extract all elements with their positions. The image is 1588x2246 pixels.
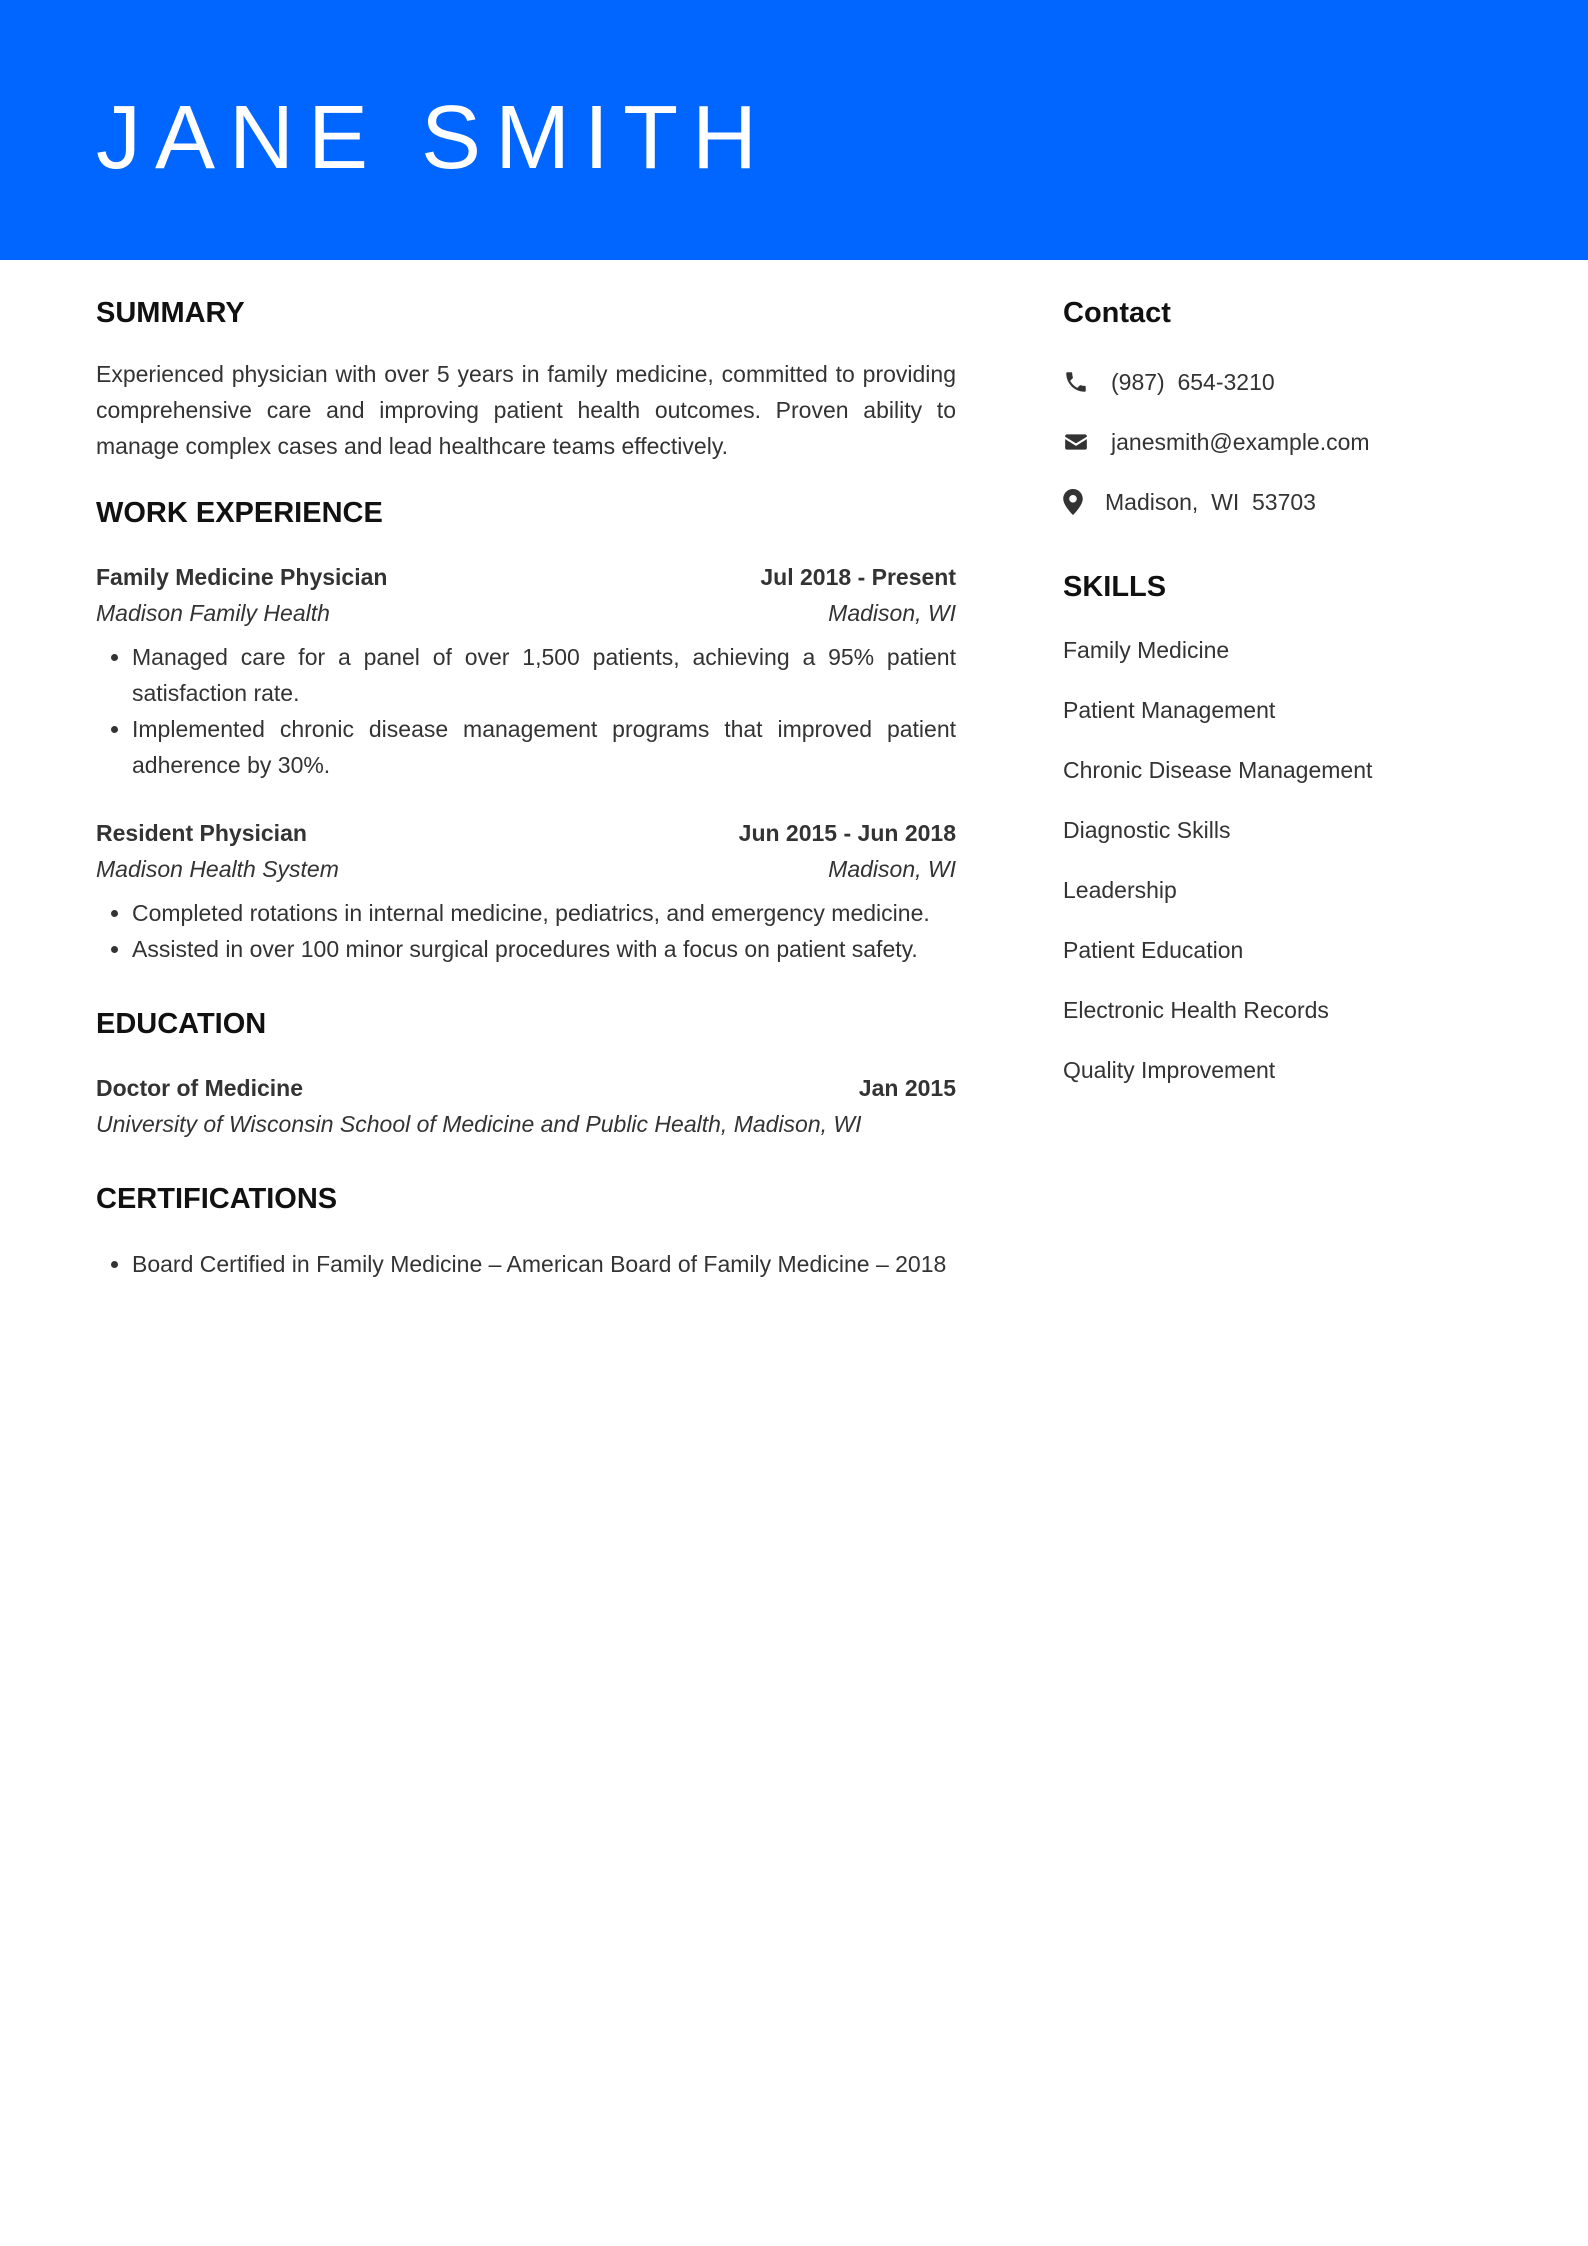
skill-item: Patient Education: [1063, 937, 1244, 963]
job-organization: Madison Family Health: [96, 600, 330, 626]
job-location: Madison, WI: [828, 856, 956, 882]
skill-item: Family Medicine: [1063, 637, 1230, 663]
school: University of Wisconsin School of Medicine and Public Health, Madison, WI: [96, 1111, 862, 1137]
certifications-list: [96, 1246, 956, 1282]
job-role: Resident Physician: [96, 820, 307, 846]
contact-phone: [1063, 364, 1503, 400]
education-heading: EDUCATION: [96, 1008, 267, 1040]
job-bullet: • Managed care for a panel of over 1,500 patients, achieving a 95% patient satisfaction rate.: [132, 639, 956, 711]
skill-item: Leadership: [1063, 877, 1177, 903]
job-dates: Jun 2015 - Jun 2018: [738, 820, 956, 846]
job-dates: Jul 2018 - Present: [760, 564, 956, 590]
candidate-name: JANE SMITH: [96, 88, 772, 188]
summary-heading: SUMMARY: [96, 297, 245, 329]
job-bullets: [96, 639, 956, 783]
graduation-date: Jan 2015: [858, 1075, 956, 1101]
contact-email: [1063, 424, 1503, 460]
summary-text: Experienced physician with over 5 years in family medicine, committed to providing comprehensive care and improving patient health outcomes. Proven ability to manage complex cases and lead healthcare teams effectively.: [96, 361, 956, 459]
main-column: [96, 296, 956, 1282]
email-address: janesmith@example.com: [1111, 429, 1370, 455]
envelope-icon: [1063, 429, 1089, 455]
degree: Doctor of Medicine: [96, 1075, 304, 1101]
skill-item: Electronic Health Records: [1063, 997, 1329, 1023]
job-entry: [96, 815, 956, 967]
sidebar-column: [1063, 296, 1503, 1112]
contact-location: [1063, 484, 1503, 520]
job-entry: [96, 559, 956, 783]
contact-list: [1063, 364, 1503, 520]
contact-heading: Contact: [1063, 297, 1171, 329]
job-bullets: [96, 895, 956, 967]
work-experience-heading: WORK EXPERIENCE: [96, 497, 383, 529]
job-role: Family Medicine Physician: [96, 564, 388, 590]
skills-heading: SKILLS: [1063, 571, 1167, 603]
certification-item: • Board Certified in Family Medicine – American Board of Family Medicine – 2018: [132, 1246, 956, 1282]
header-banner: [0, 0, 1588, 260]
skill-item: Patient Management: [1063, 697, 1276, 723]
education-entry: [96, 1070, 956, 1142]
job-bullet: • Completed rotations in internal medicine, pediatrics, and emergency medicine.: [132, 895, 956, 931]
skills-list: [1063, 632, 1503, 1088]
phone-icon: [1063, 369, 1089, 395]
job-organization: Madison Health System: [96, 856, 339, 882]
skill-item: Diagnostic Skills: [1063, 817, 1231, 843]
skill-item: Quality Improvement: [1063, 1057, 1276, 1083]
map-marker-icon: [1063, 489, 1083, 515]
job-bullet: • Implemented chronic disease management programs that improved patient adherence by 30%.: [132, 711, 956, 783]
phone-number: (987) 654-3210: [1111, 369, 1275, 395]
skill-item: Chronic Disease Management: [1063, 757, 1373, 783]
job-location: Madison, WI: [828, 600, 956, 626]
job-bullet: • Assisted in over 100 minor surgical procedures with a focus on patient safety.: [132, 931, 956, 967]
location-text: Madison, WI 53703: [1105, 489, 1316, 515]
certifications-heading: CERTIFICATIONS: [96, 1183, 338, 1215]
